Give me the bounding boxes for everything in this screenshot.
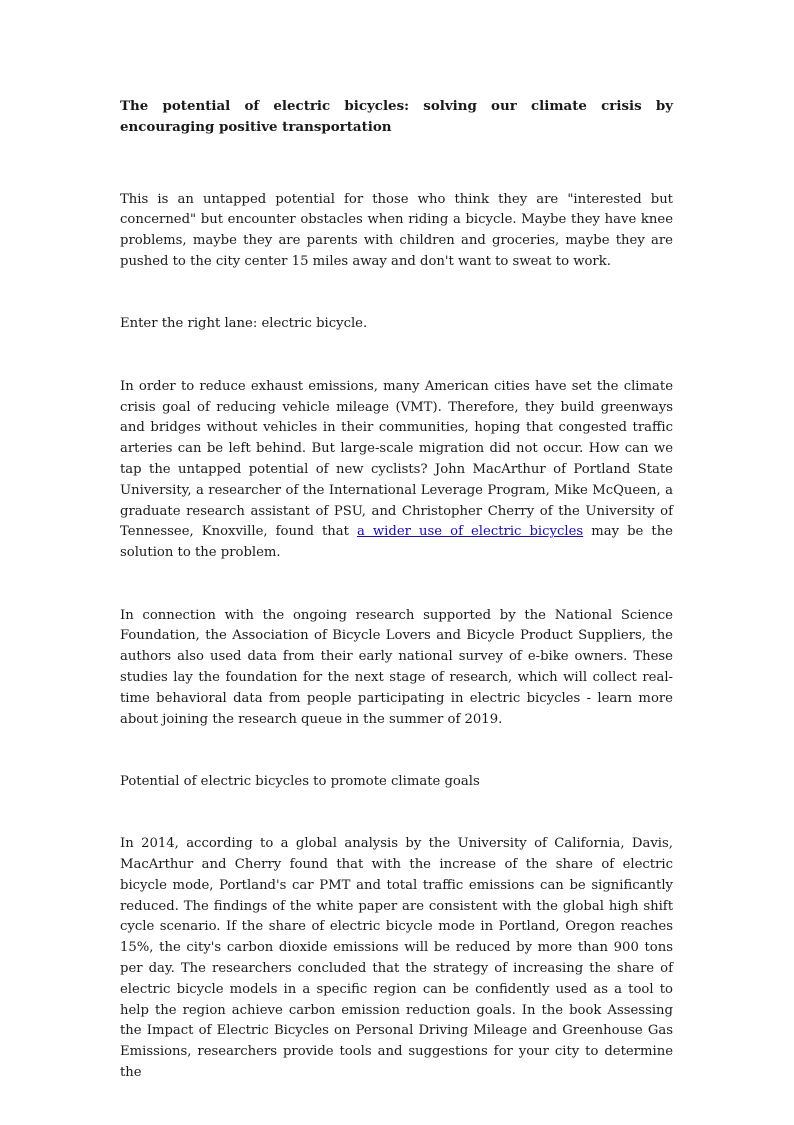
paragraph-emissions-text: In order to reduce exhaust emissions, many American cities have set the climate crisis goal of reducing vehicle mileage (VMT). Therefore, they build greenways and bridges without vehicles in their communities, hoping that congested traffic arteries can be left behind. But large-scale migration did not occur. How can we tap the untapped potential of new cyclists? John MacArthur of Portland State University, a researcher of the International Leverage Program, Mike McQueen, a graduate research assistant of PSU, and Christopher Cherry of the University of Tennessee, Knoxville, found that bbox=[120, 378, 673, 540]
paragraph-analysis: In 2014, according to a global analysis by the University of California, Davis, MacArthur and Cherry found that with the increase of the share of electric bicycle mode, Portland's car PMT and total traffic emissions can be significantly reduced. The findings of the white paper are consistent with the global high shift cycle scenario. If the share of electric bicycle mode in Portland, Oregon reaches 15%, the city's carbon dioxide emissions will be reduced by more than 900 tons per day. The researchers concluded that the strategy of increasing the share of electric bicycle models in a specific region can be confidently used as a tool to help the region achieve carbon emission reduction goals. In the book Assessing the Impact of Electric Bicycles on Personal Driving Mileage and Greenhouse Gas Emissions, researchers provide tools and suggestions for your city to determine the bbox=[120, 836, 673, 1081]
paragraph-intro: This is an untapped potential for those who think they are "interested but concerned" but encounter obstacles when riding a bicycle. Maybe they have knee problems, maybe they are parents with children and groceries, maybe they are pushed to the city center 15 miles away and don't want to sweat to work. bbox=[120, 191, 673, 269]
document-page bbox=[120, 96, 673, 1125]
paragraph-emissions-tail: may be the solution to the problem. bbox=[120, 524, 673, 561]
paragraph-right-lane: Enter the right lane: electric bicycle. bbox=[120, 316, 368, 332]
paragraph-research: In connection with the ongoing research supported by the National Science Foundation, the Association of Bicycle Lovers and Bicycle Product Suppliers, the authors also used data from their early national survey of e-bike owners. These studies lay the foundation for the next stage of research, which will collect real-time behavioral data from people participating in electric bicycles - learn more about joining the research queue in the summer of 2019. bbox=[120, 607, 673, 727]
paragraph-emissions bbox=[120, 377, 673, 564]
section-heading-climate-goals: Potential of electric bicycles to promote climate goals bbox=[120, 773, 480, 789]
wider-use-link[interactable]: a wider use of electric bicycles bbox=[356, 524, 584, 540]
document-title: The potential of electric bicycles: solving our climate crisis by encouraging positive transportation bbox=[120, 98, 673, 135]
